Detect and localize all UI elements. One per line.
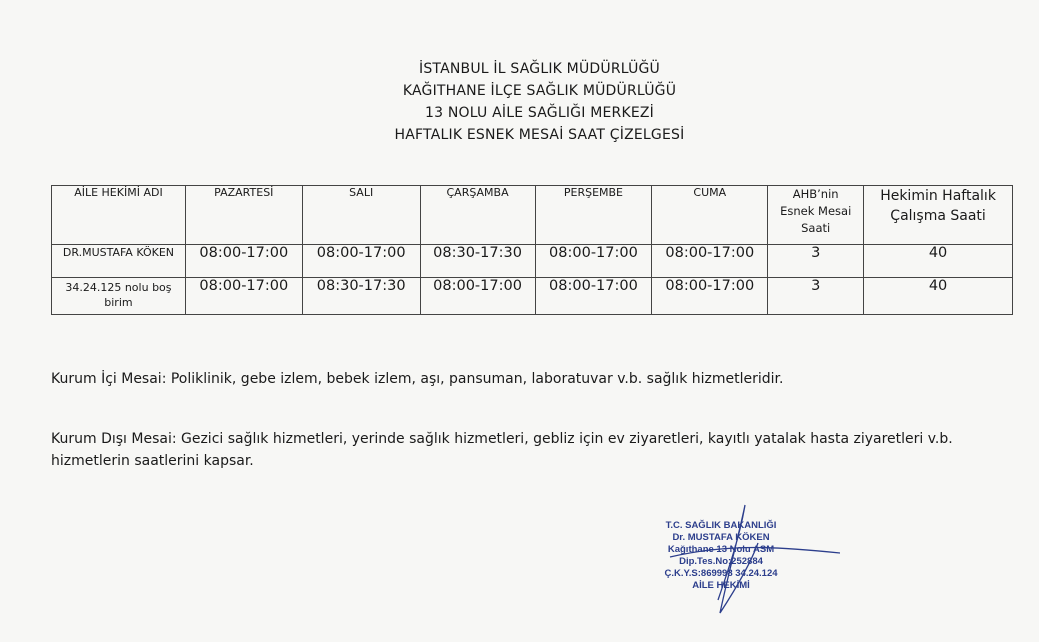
cell-weekly: 40 [864,278,1013,315]
cell-wednesday: 08:30-17:30 [420,245,535,278]
official-stamp [636,520,806,592]
col-header-weekly-hours [864,186,1013,245]
stamp-line-1: T.C. SAĞLIK BAKANLIĞI [665,520,777,531]
cell-tuesday: 08:30-17:30 [302,278,420,315]
stamp-line-4: Dip.Tes.No:252884 [679,556,763,567]
table-row [52,245,1013,278]
cell-ahb: 3 [768,245,864,278]
col-header-tuesday: SALI [302,186,420,245]
col-header-wednesday: ÇARŞAMBA [420,186,535,245]
col-header-thursday: PERŞEMBE [535,186,652,245]
cell-monday: 08:00-17:00 [185,278,302,315]
stamp-line-5: Ç.K.Y.S:869998 34.24.124 [664,568,778,579]
weekly-header-line-1: Hekimin Haftalık [880,188,996,204]
stamp-line-2: Dr. MUSTAFA KÖKEN [672,532,770,543]
internal-hours-note: Kurum İçi Mesai: Poliklinik, gebe izlem, bebek izlem, aşı, pansuman, laboratuvar v.b. sağlık hizmetleridir. [51,371,784,387]
cell-friday: 08:00-17:00 [652,278,768,315]
ahb-header-line-3: Saati [801,221,831,235]
cell-wednesday: 08:00-17:00 [420,278,535,315]
name-line-2: birim [104,296,133,309]
ahb-header-line-2: Esnek Mesai [780,204,852,218]
header-line-4: HAFTALIK ESNEK MESAİ SAAT ÇİZELGESİ [394,127,685,143]
cell-thursday: 08:00-17:00 [535,245,652,278]
schedule-table [51,185,1013,315]
col-header-ahb-flex-hours [768,186,864,245]
cell-friday: 08:00-17:00 [652,245,768,278]
cell-weekly: 40 [864,245,1013,278]
cell-monday: 08:00-17:00 [185,245,302,278]
name-line-1: DR.MUSTAFA KÖKEN [62,246,174,259]
col-header-name: AİLE HEKİMİ ADI [52,186,186,245]
header-line-3: 13 NOLU AİLE SAĞLIĞI MERKEZİ [424,105,655,121]
header-line-2: KAĞITHANE İLÇE SAĞLIK MÜDÜRLÜĞÜ [402,83,677,99]
cell-name [52,245,186,278]
external-hours-note: Kurum Dışı Mesai: Gezici sağlık hizmetleri, yerinde sağlık hizmetleri, gebliz için ev ziyaretleri, kayıtlı yatalak hasta ziyaretleri v.b. hizmetlerin saatlerini kapsar. [51,431,953,469]
cell-tuesday: 08:00-17:00 [302,245,420,278]
table-row [52,278,1013,315]
document-header [0,58,1039,146]
col-header-friday: CUMA [652,186,768,245]
table-header-row [52,186,1013,245]
header-line-1: İSTANBUL İL SAĞLIK MÜDÜRLÜĞÜ [418,61,661,77]
cell-name [52,278,186,315]
weekly-header-line-2: Çalışma Saati [890,208,986,224]
name-line-1: 34.24.125 nolu boş [65,281,172,294]
col-header-monday: PAZARTESİ [185,186,302,245]
stamp-line-3: Kağıthane 13 Nolu ASM [667,544,775,555]
ahb-header-line-1: AHB’nin [792,187,839,201]
cell-thursday: 08:00-17:00 [535,278,652,315]
stamp-line-6: AİLE HEKİMİ [692,580,750,591]
cell-ahb: 3 [768,278,864,315]
